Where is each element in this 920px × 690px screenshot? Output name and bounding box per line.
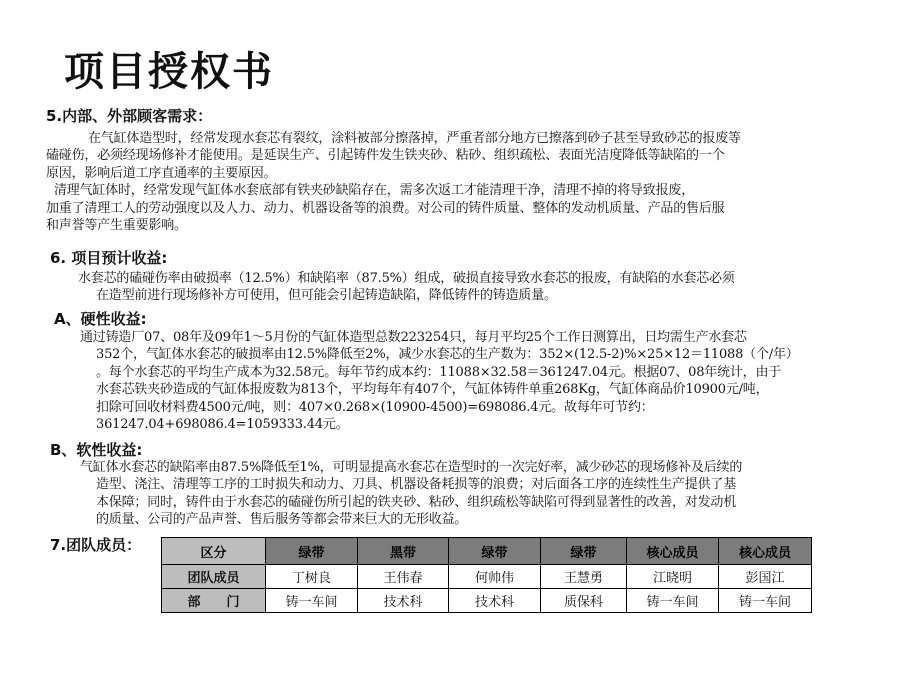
table-cell: 技术科 [449, 589, 541, 613]
row-header: 部 门 [162, 589, 266, 613]
column-header: 绿带 [541, 538, 627, 565]
table-cell: 铸一车间 [266, 589, 358, 613]
column-header: 核心成员 [719, 538, 812, 565]
table-cell: 铸一车间 [719, 589, 812, 613]
section-5-body [46, 130, 896, 234]
paragraph-line: 。每个水套芯的平均生产成本为32.58元。每年节约成本约：11088×32.58＝361247.04元。根据07、08年统计，由于 [96, 364, 782, 380]
paragraph-line: 的质量、公司的产品声誉、售后服务等都会带来巨大的无形收益。 [96, 512, 468, 528]
paragraph-line: 在气缸体造型时，经常发现水套芯有裂纹，涂料被部分擦落掉，严重者部分地方已擦落到砂子甚至导致砂芯的报废等 [88, 131, 741, 146]
column-header: 绿带 [266, 538, 358, 565]
column-header: 绿带 [449, 538, 541, 565]
column-header: 区分 [162, 538, 266, 565]
paragraph-line: 造型、浇注、清理等工序的工时损失和动力、刀具、机器设备耗损等的浪费；对后面各工序的连续性生产提供了基 [96, 477, 737, 493]
table-header-row [162, 538, 812, 565]
paragraph-line: 磕碰伤，必须经现场修补才能使用。是延误生产、引起铸件发生铁夹砂、粘砂、组织疏松、表面光洁度降低等缺陷的一个 [46, 148, 725, 164]
table-cell: 质保科 [541, 589, 627, 613]
page-title: 项目授权书 [64, 49, 274, 95]
paragraph-line: 在造型前进行现场修补方可使用，但可能会引起铸造缺陷，降低铸件的铸造质量。 [96, 288, 557, 304]
section-6-body [72, 270, 902, 305]
soft-benefit-heading: B、软性收益: [50, 441, 143, 459]
paragraph-line: 通过铸造厂07、08年及09年1～5月份的气缸体造型总数223254只，每月平均25个工作日测算出，日均需生产水套芯 [80, 330, 747, 345]
table-cell: 王伟春 [358, 565, 449, 589]
table-row [162, 565, 812, 589]
paragraph-line: 352个，气缸体水套芯的破损率由12.5%降低至2%，减少水套芯的生产数为：352×(12.5-2)%×25×12＝11088（个/年） [96, 347, 799, 363]
table-cell: 何帅伟 [449, 565, 541, 589]
paragraph-line: 水套芯铁夹砂造成的气缸体报废数为813个，平均每年有407个，气缸体铸件单重268Kg，气缸体商品价10900元/吨， [96, 382, 769, 398]
table-cell: 王慧勇 [541, 565, 627, 589]
column-header: 黑带 [358, 538, 449, 565]
table-cell: 铸一车间 [627, 589, 719, 613]
paragraph-line: 扣除可回收材料费4500元/吨，则：407×0.268×(10900-4500)=698086.4元。故每年可节约： [96, 399, 654, 415]
section-6-heading: 6. 项目预计收益: [50, 249, 168, 267]
paragraph-line: 气缸体水套芯的缺陷率由87.5%降低至1%，可明显提高水套芯在造型时的一次完好率，减少砂芯的现场修补及后续的 [80, 460, 743, 475]
table-row [162, 589, 812, 613]
hard-benefit-heading: A、硬性收益: [54, 310, 147, 328]
paragraph-line: 原因，影响后道工序直通率的主要原因。 [46, 165, 277, 181]
paragraph-line: 清理气缸体时，经常发现气缸体水套底部有铁夹砂缺陷存在，需多次返工才能清理干净，清理不掉的将导致报废， [54, 183, 695, 199]
paragraph-line: 本保障；同时，铸件由于水套芯的磕碰伤所引起的铁夹砂、粘砂、组织疏松等缺陷可得到显著性的改善，对发动机 [96, 494, 737, 510]
section-5-heading: 5.内部、外部顾客需求： [46, 107, 213, 125]
column-header: 核心成员 [627, 538, 719, 565]
hard-benefit-body [80, 329, 905, 433]
paragraph-line: 和声誉等产生重要影响。 [46, 218, 187, 234]
paragraph-line: 水套芯的磕碰伤率由破损率（12.5%）和缺陷率（87.5%）组成，破损直接导致水套芯的报废，有缺陷的水套芯必须 [78, 271, 735, 286]
soft-benefit-body [80, 459, 905, 529]
table-cell: 江晓明 [627, 565, 719, 589]
table-cell: 技术科 [358, 589, 449, 613]
team-table [161, 537, 812, 613]
table-cell: 彭国江 [719, 565, 812, 589]
section-7-heading: 7.团队成员： [50, 536, 142, 554]
paragraph-line: 加重了清理工人的劳动强度以及人力、动力、机器设备等的浪费。对公司的铸件质量、整体的发动机质量、产品的售后服 [46, 200, 725, 216]
paragraph-line: 361247.04+698086.4=1059333.44元。 [96, 417, 349, 433]
row-header: 团队成员 [162, 565, 266, 589]
table-cell: 丁树良 [266, 565, 358, 589]
